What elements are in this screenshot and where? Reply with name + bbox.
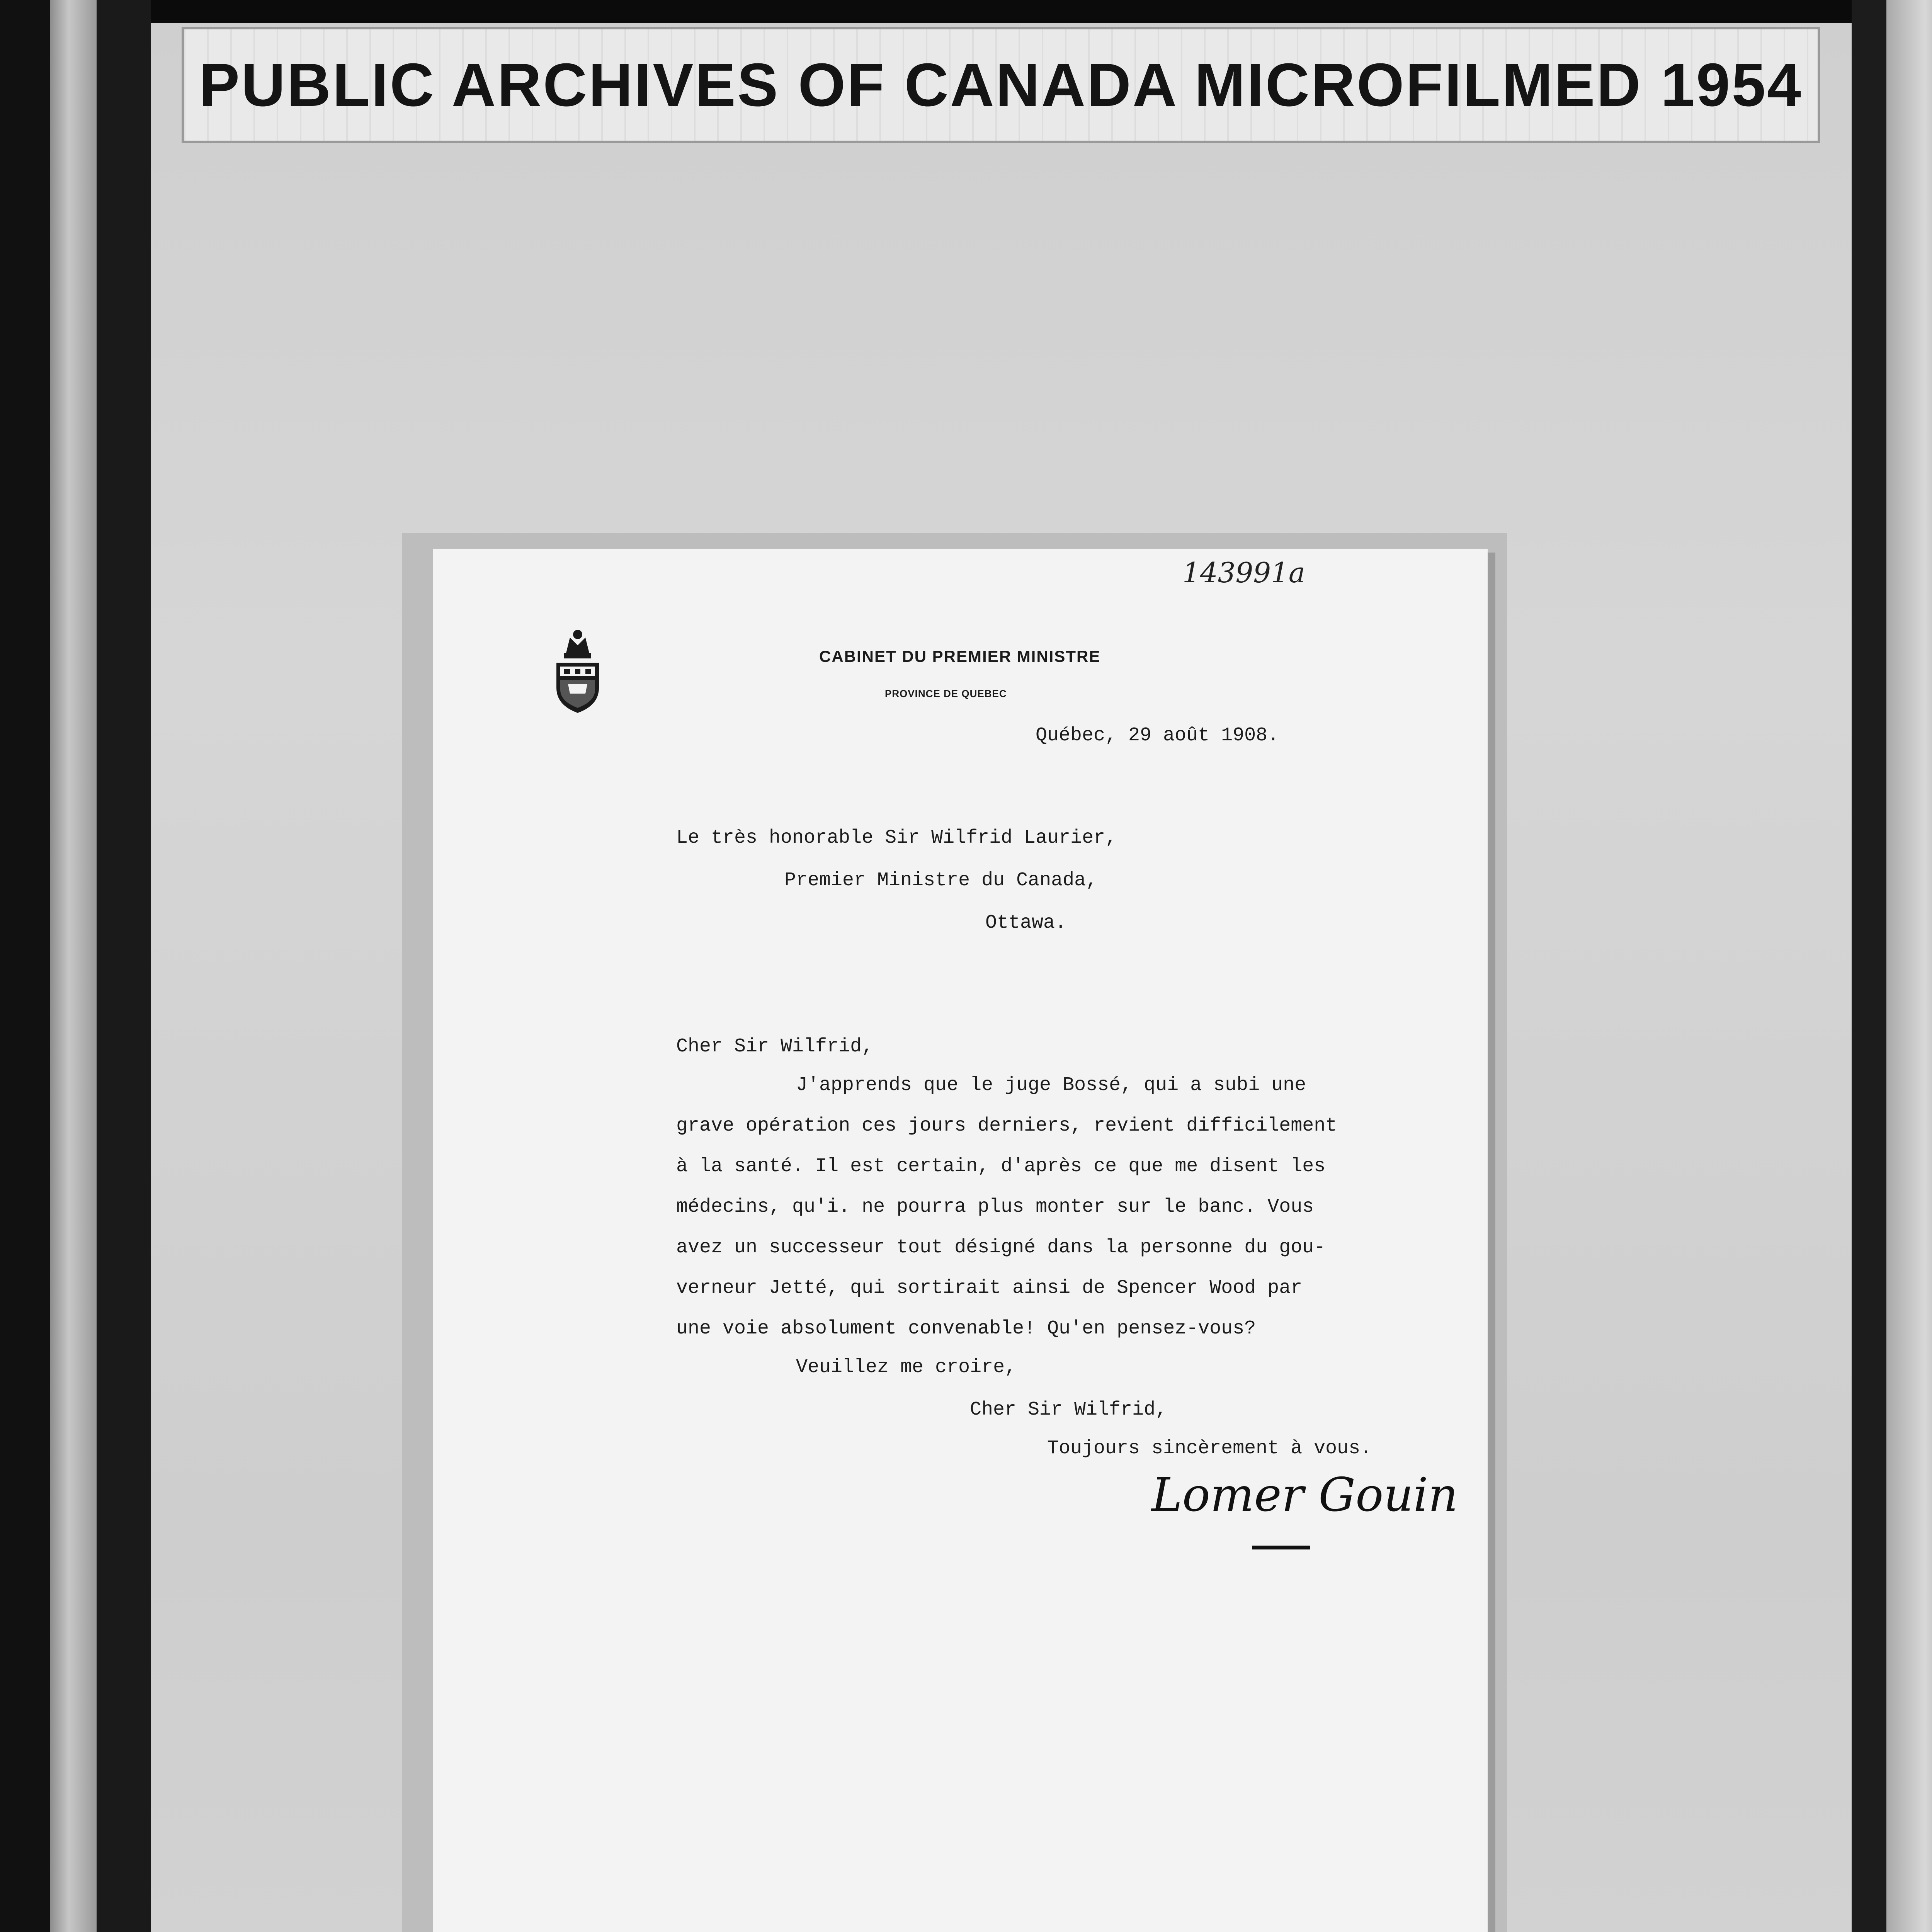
signature: Lomer Gouin — [1151, 1468, 1458, 1522]
letter-sheet — [433, 549, 1488, 1932]
signature-underline — [1252, 1546, 1310, 1549]
reference-number: 143991a — [1182, 556, 1305, 589]
letter-date: Québec, 29 août 1908. — [1036, 724, 1279, 747]
body-line: à la santé. Il est certain, d'après ce que me disent les — [676, 1155, 1326, 1177]
recipient-line: Ottawa. — [985, 912, 1067, 934]
closing-line: Cher Sir Wilfrid, — [970, 1399, 1167, 1421]
archive-header-text: PUBLIC ARCHIVES OF CANADA MICROFILMED 1954 — [199, 51, 1803, 119]
coat-of-arms-icon — [549, 626, 607, 715]
film-edge-left-dark — [97, 0, 151, 1932]
body-line: verneur Jetté, qui sortirait ainsi de Spencer Wood par — [676, 1277, 1303, 1299]
body-line: une voie absolument convenable! Qu'en pensez-vous? — [676, 1318, 1256, 1340]
body-line: avez un successeur tout désigné dans la personne du gou- — [676, 1236, 1326, 1259]
body-line: médecins, qu'i. ne pourra plus monter sur le banc. Vous — [676, 1196, 1314, 1218]
recipient-line: Le très honorable Sir Wilfrid Laurier, — [676, 827, 1117, 849]
film-edge-right-light — [1886, 0, 1932, 1932]
body-line: grave opération ces jours derniers, revient difficilement — [676, 1115, 1337, 1137]
film-edge-left — [0, 0, 50, 1932]
film-edge-left-light — [50, 0, 97, 1932]
letterhead-subtitle: PROVINCE DE QUEBEC — [885, 688, 1007, 699]
film-edge-right-dark — [1852, 0, 1886, 1932]
letterhead-title: CABINET DU PREMIER MINISTRE — [819, 647, 1101, 665]
recipient-line: Premier Ministre du Canada, — [784, 869, 1098, 891]
body-line: J'apprends que le juge Bossé, qui a subi une — [796, 1074, 1306, 1096]
archive-header-label — [182, 27, 1820, 143]
salutation: Cher Sir Wilfrid, — [676, 1036, 874, 1058]
closing-line: Toujours sincèrement à vous. — [1047, 1437, 1372, 1459]
closing-line: Veuillez me croire, — [796, 1356, 1017, 1378]
